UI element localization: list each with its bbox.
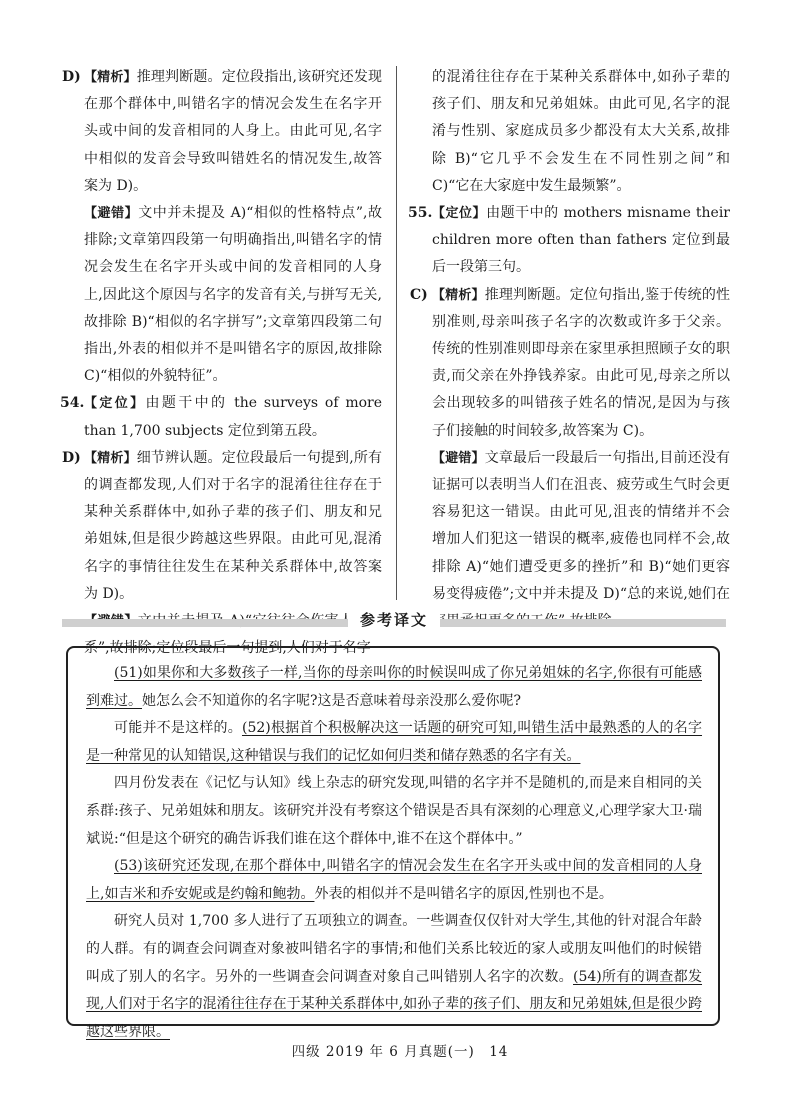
underlined-sentence-54: (54)所有的调查都发现,人们对于名字的混淆往往存在于某种关系群体中,如孙子辈的孩子们、朋友和兄弟姐妹,但是很少跨越这些界限。 [86,968,703,1040]
q55-avoid [410,445,730,635]
locate-text: 由题干中的 the surveys of more than 1,700 subjects 定位到第五段。 [84,395,382,439]
analysis-tag: 【精析】 [84,70,137,85]
underlined-sentence-52: (52)根据首个积极解决这一话题的研究可知,叫错生活中最熟悉的人的名字是一种常见的认知错误,这种错误与我们的记忆如何归类和储存熟悉的名字有关。 [86,720,703,764]
question-number: 55. [408,205,433,222]
avoid-text-continued: 的混淆往往存在于某种关系群体中,如孙子辈的孩子们、朋友和兄弟姐妹。由此可见,名字的混淆与性别、家庭成员多少都没有太大关系,故排除 B)“它几乎不会发生在不同性别之间”和 C)“它在大家庭中发生最频繁”。 [432,69,730,194]
q53-answer [62,64,382,200]
q55-answer [410,282,730,445]
left-column [62,64,382,662]
answer-label: D) [62,69,81,85]
avoid-text: 文章最后一段最后一句指出,目前还没有证据可以表明当人们在沮丧、疲劳或生气时会更容易犯这一错误。由此可见,沮丧的情绪并不会增加人们犯这一错误的概率,疲倦也同样不会,故排除 A)“她们遭受更多的挫折”和 B)“她们更容易变得疲倦”;文中并未提及 D)“总的来说,她们在 [432,449,730,602]
avoid-tag: 【避错】 [84,206,139,222]
question-number: 54. [60,395,85,412]
translation-box [66,646,720,1040]
locate-text: 由题干中的 mothers misname their children more often than fathers 定位到最后一段第三句。 [432,205,730,276]
q54-avoid-continued [410,64,730,200]
avoid-text: 系”,故排除;定位段最后一句提到,人们对于名字 [84,640,371,657]
plain-sentence: 可能并不是这样的。 [114,720,242,737]
q54-answer [62,445,382,608]
analysis-tag: 【精析】 [84,450,137,466]
underlined-sentence-51: (51)如果你和大多数孩子一样,当你的母亲叫你的时候误叫成了你兄弟姐妹的名字,你很有可能感到难过。 [86,665,702,709]
translation-paragraph [86,715,702,770]
section-title: 参考译文 [348,609,440,630]
q55-locate [410,200,730,282]
analysis-text: 推理判断题。定位段指出,该研究还发现在那个群体中,叫错名字的情况会发生在名字开头或中间的发音相同的人身上。由此可见,名字中相似的发音会导致叫错姓名的情况发生,故答案为 D)。 [84,69,382,194]
q54-locate [62,390,382,444]
answer-label: D) [62,449,81,466]
plain-sentence: 研究人员对 1,700 多人进行了五项独立的调查。一些调查仅仅针对大学生,其他的针对混合年龄的人群。有的调查会问调查对象被叫错名字的事情;和他们关系比较近的家人或朋友叫他们的时候错叫成了别人的名字。另外的一些调查会问调查对象自己叫错别人名字的次数。 [86,913,702,985]
locate-tag: 【定位】 [432,206,487,222]
plain-sentence: 外表的相似并不是叫错名字的原因,性别也不是。 [314,885,613,902]
avoid-tag: 【避错】 [432,450,485,466]
q53-avoid [62,200,382,390]
analysis-text: 细节辨认题。定位段最后一句提到,所有的调查都发现,人们对于名字的混淆往往存在于某种关系群体中,如孙子辈的孩子们、朋友和兄弟姐妹,但是很少跨越这些界限。由此可见,混淆名字的事情往往发生在某种关系群体中,故答案为 D)。 [84,449,382,602]
locate-tag: 【定位】 [84,396,146,412]
translation-paragraph [86,660,702,715]
column-divider [396,66,397,600]
answer-label: C) [410,286,428,303]
translation-paragraph [86,908,702,1046]
plain-sentence: 她怎么会不知道你的名字呢?这是否意味着母亲没那么爱你呢? [142,692,522,709]
translation-paragraph [86,853,702,908]
right-column [410,64,730,635]
analysis-tag: 【精析】 [432,287,485,303]
section-header [62,611,726,630]
translation-paragraph: 四月份发表在《记忆与认知》线上杂志的研究发现,叫错的名字并不是随机的,而是来自相同的关系群:孩子、兄弟姐妹和朋友。该研究并没有考察这个错误是否具有深刻的心理意义,心理学家大卫·瑞斌说:“但是这个研究的确告诉我们谁在这个群体中,谁不在这个群体中。” [86,775,702,847]
analysis-text: 推理判断题。定位句指出,鉴于传统的性别准则,母亲叫孩子名字的次数或许多于父亲。传统的性别准则即母亲在家里承担照顾子女的职责,而父亲在外挣钱养家。由此可见,母亲之所以会出现较多的叫错孩子姓名的情况,是因为与孩子们接触的时间较多,故答案为 C)。 [432,286,730,439]
avoid-text: 文中并未提及 A)“相似的性格特点”,故排除;文章第四段第一句明确指出,叫错名字的情况会发生在名字开头或中间的发音相同的人身上,因此这个原因与名字的发音有关,与拼写无关,故排除 B)“相似的名字拼写”;文章第四段第二句指出,外表的相似并不是叫错名字的原因,故排除 C)“相似的外貌特征”。 [84,205,382,385]
page-footer: 四级 2019 年 6 月真题(一) 14 [291,1044,509,1060]
underlined-sentence-53: (53)该研究还发现,在那个群体中,叫错名字的情况会发生在名字开头或中间的发音相同的人身上,如吉米和乔安妮或是约翰和鲍勃。 [86,858,702,902]
